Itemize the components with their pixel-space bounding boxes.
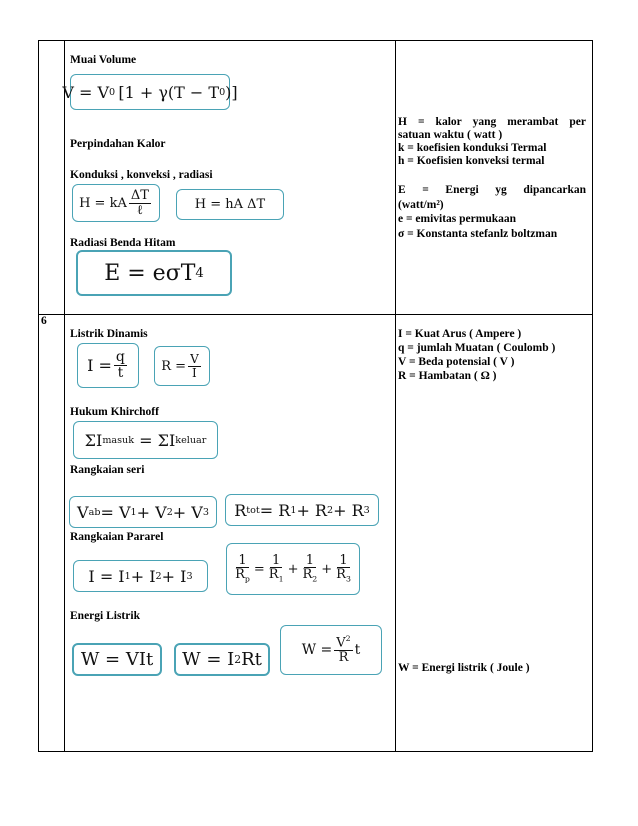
formula-konveksi: H = hA ΔT bbox=[176, 189, 284, 220]
label-hukum-khirchoff: Hukum Khirchoff bbox=[70, 406, 159, 418]
label-muai-volume: Muai Volume bbox=[70, 54, 137, 66]
row-divider bbox=[39, 314, 592, 315]
label-radiasi-benda-hitam: Radiasi Benda Hitam bbox=[70, 237, 176, 249]
formula-w-i2rt: W = I 2 Rt bbox=[174, 643, 270, 676]
desc-h-line2: satuan waktu ( watt ) bbox=[398, 129, 503, 141]
formula-seri-r: R tot = R 1 + R 2 + R 3 bbox=[225, 494, 379, 526]
formula-radiasi: E = eσT 4 bbox=[76, 250, 232, 296]
desc-h-konveksi: h = Koefisien konveksi termal bbox=[398, 155, 545, 167]
desc-v: V = Beda potensial ( V ) bbox=[398, 356, 515, 368]
label-perpindahan-kalor: Perpindahan Kalor bbox=[70, 138, 166, 150]
label-rangkaian-seri: Rangkaian seri bbox=[70, 464, 145, 476]
formula-pararel-i: I = I 1 + I 2 + I 3 bbox=[73, 560, 208, 592]
formula-seri-v: V ab = V 1 + V 2 + V 3 bbox=[69, 496, 217, 528]
formula-arus: I = $\frac{q}{t}$ bbox=[77, 343, 139, 388]
desc-i: I = Kuat Arus ( Ampere ) bbox=[398, 328, 522, 340]
column-divider-1 bbox=[64, 41, 65, 751]
desc-k: k = koefisien konduksi Termal bbox=[398, 142, 547, 154]
label-listrik-dinamis: Listrik Dinamis bbox=[70, 328, 148, 340]
desc-e-line2: (watt/m²) bbox=[398, 199, 444, 211]
desc-h-line1: H = kalor yang merambat per bbox=[398, 116, 586, 128]
formula-hambatan: R = $\frac{V}{I}$ bbox=[154, 346, 210, 386]
desc-w: W = Energi listrik ( Joule ) bbox=[398, 662, 530, 674]
formula-muai-volume: V = V 0 [1 + γ(T − T 0 )] bbox=[70, 74, 230, 110]
formula-w-v2t-r: W = $\frac{V^2}{R}$ t bbox=[280, 625, 382, 675]
row-number: 6 bbox=[41, 315, 47, 327]
desc-e-line1: E = Energi yg dipancarkan bbox=[398, 184, 586, 196]
label-energi-listrik: Energi Listrik bbox=[70, 610, 140, 622]
formula-w-vit: W = VIt bbox=[72, 643, 162, 676]
desc-q: q = jumlah Muatan ( Coulomb ) bbox=[398, 342, 556, 354]
desc-r: R = Hambatan ( Ω ) bbox=[398, 370, 497, 382]
desc-emivitas: e = emivitas permukaan bbox=[398, 213, 517, 225]
label-rangkaian-pararel: Rangkaian Pararel bbox=[70, 531, 164, 543]
label-konduksi-konveksi-radiasi: Konduksi , konveksi , radiasi bbox=[70, 169, 213, 181]
column-divider-2 bbox=[395, 41, 396, 751]
formula-khirchoff: ΣI masuk = ΣI keluar bbox=[73, 421, 218, 459]
formula-konduksi: H = kA $\frac{\Delta T}{\text{ℓ}}$ bbox=[72, 184, 160, 222]
formula-pararel-r: $\frac{1}{R_p}$ = $\frac{1}{R_1}$ + $\frac{1}{R_2}$ + $\frac{1}{R_3}$ bbox=[226, 543, 360, 595]
desc-sigma: σ = Konstanta stefanlz boltzman bbox=[398, 228, 558, 240]
